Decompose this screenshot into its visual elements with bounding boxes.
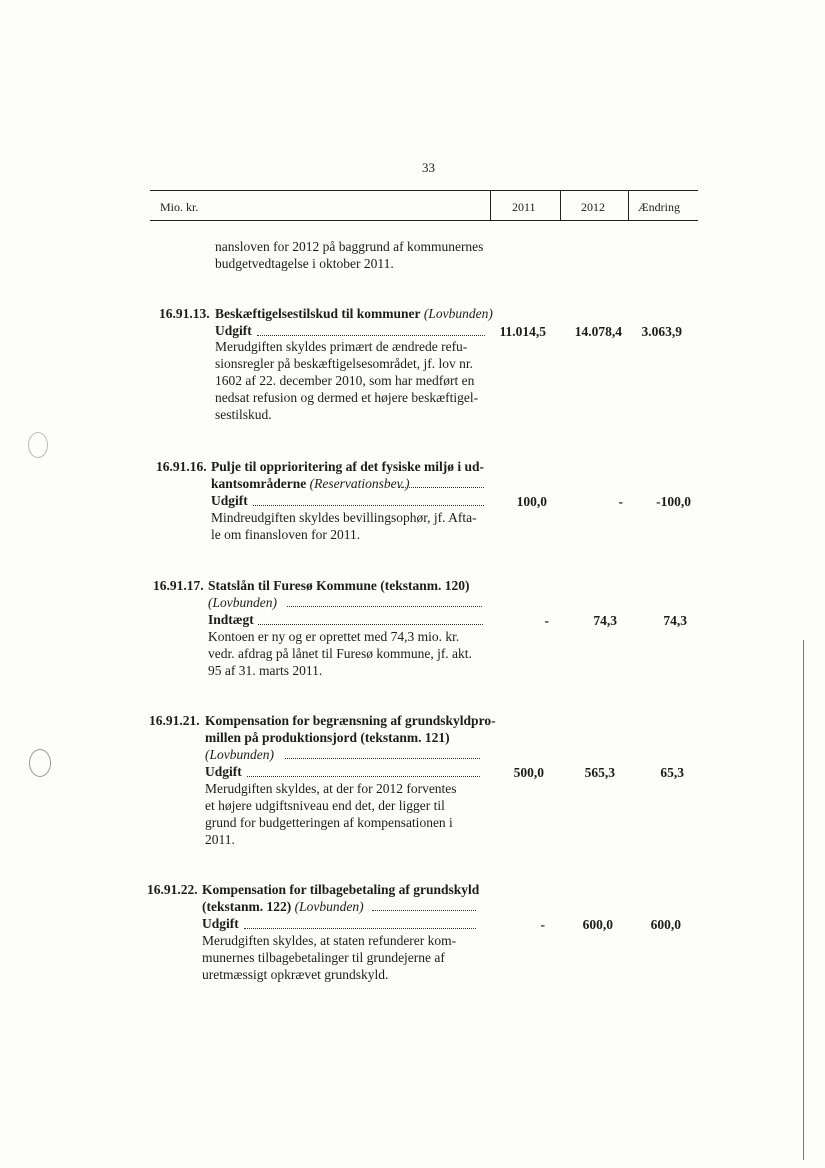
dot-leader [258, 624, 483, 625]
header-divider [560, 191, 561, 220]
explanation-line: nedsat refusion og dermed et højere beskæftigel- [215, 390, 479, 405]
account-title-text: millen på produktionsjord (tekstanm. 121) [205, 730, 450, 745]
account-code: 16.91.22. [147, 882, 198, 897]
punch-hole-mark [29, 749, 51, 777]
explanation-line: 95 af 31. marts 2011. [208, 663, 323, 678]
value-2012: 14.078,4 [574, 324, 622, 339]
explanation-line: vedr. afdrag på lånet til Furesø kommune, jf. akt. [208, 646, 472, 661]
explanation-line: et højere udgiftsniveau end det, der ligger til [205, 798, 445, 813]
account-code: 16.91.17. [153, 578, 204, 593]
explanation-line: 2011. [205, 832, 235, 847]
header-top-rule [150, 190, 698, 191]
legal-basis: (Lovbunden) [205, 747, 274, 762]
unit-label: Mio. kr. [160, 200, 199, 214]
value-2012: 565,3 [584, 765, 615, 780]
legal-basis: (Lovbunden) [294, 899, 364, 914]
intro-line: budgetvedtagelse i oktober 2011. [215, 256, 394, 271]
header-divider [628, 191, 629, 220]
value-change: -100,0 [656, 494, 691, 509]
dot-leader [257, 335, 485, 336]
explanation-line: Merudgiften skyldes, at staten refunderer kom- [202, 933, 457, 948]
value-2012: 74,3 [593, 613, 617, 628]
account-kind: Udgift [205, 764, 242, 779]
account-code: 16.91.21. [149, 713, 200, 728]
value-2012: - [618, 494, 623, 509]
dot-leader [372, 910, 476, 911]
account-title [202, 899, 364, 915]
account-kind: Udgift [215, 323, 252, 338]
page-number: 33 [422, 160, 435, 175]
value-change: 3.063,9 [641, 324, 682, 339]
explanation-line: munernes tilbagebetalinger til grundejerne af [202, 950, 445, 965]
explanation-line: Kontoen er ny og er oprettet med 74,3 mio. kr. [208, 629, 460, 644]
value-2011: - [540, 917, 545, 932]
explanation-line: grund for budgetteringen af kompensationen i [205, 815, 453, 830]
account-title [211, 476, 409, 492]
account-kind: Indtægt [208, 612, 254, 627]
explanation-line: sionsregler på beskæftigelsesområdet, jf. lov nr. [215, 356, 473, 371]
value-2011: 500,0 [513, 765, 544, 780]
explanation-line: sestilskud. [215, 407, 272, 422]
dot-leader [247, 776, 480, 777]
explanation-line: 1602 af 22. december 2010, som har medført en [215, 373, 475, 388]
dot-leader [244, 928, 476, 929]
col-change-header: Ændring [638, 200, 680, 214]
explanation-line: Mindreudgiften skyldes bevillingsophør, jf. Afta- [211, 510, 477, 525]
account-title-text: Pulje til opprioritering af det fysiske miljø i ud- [211, 459, 484, 474]
value-2012: 600,0 [582, 917, 613, 932]
header-bottom-rule [150, 220, 698, 221]
dot-leader [287, 606, 482, 607]
account-code: 16.91.13. [159, 306, 210, 321]
explanation-line: Merudgiften skyldes, at der for 2012 forventes [205, 781, 457, 796]
intro-line: nansloven for 2012 på baggrund af kommunernes [215, 239, 484, 254]
account-title-text: kantsområderne [211, 476, 307, 491]
legal-basis: (Lovbunden) [208, 595, 277, 610]
dot-leader [253, 505, 484, 506]
value-2011: 100,0 [516, 494, 547, 509]
col-2012-header: 2012 [581, 200, 605, 214]
account-title-text: Kompensation for tilbagebetaling af grundskyld [202, 882, 480, 897]
legal-basis: (Lovbunden) [423, 306, 493, 321]
value-2011: 11.014,5 [499, 324, 546, 339]
value-2011: - [544, 613, 549, 628]
value-change: 74,3 [663, 613, 687, 628]
header-divider [490, 191, 491, 220]
legal-basis: (Reservationsbev.) [309, 476, 410, 491]
account-code: 16.91.16. [156, 459, 207, 474]
dot-leader [398, 487, 484, 488]
account-kind: Udgift [211, 493, 248, 508]
account-title [215, 306, 493, 322]
dot-leader [285, 758, 480, 759]
explanation-line: Merudgiften skyldes primært de ændrede refu- [215, 339, 468, 354]
account-title-text: Statslån til Furesø Kommune (tekstanm. 120) [208, 578, 470, 593]
page-edge-line [803, 640, 804, 1160]
col-2011-header: 2011 [512, 200, 536, 214]
account-title-text: Kompensation for begrænsning af grundskyldpro- [205, 713, 496, 728]
account-title-text: (tekstanm. 122) [202, 899, 292, 914]
account-title-text: Beskæftigelsestilskud til kommuner [215, 306, 421, 321]
value-change: 600,0 [650, 917, 681, 932]
explanation-line: le om finansloven for 2011. [211, 527, 361, 542]
value-change: 65,3 [660, 765, 684, 780]
explanation-line: uretmæssigt opkrævet grundskyld. [202, 967, 389, 982]
scan-mark [28, 432, 48, 458]
account-kind: Udgift [202, 916, 239, 931]
